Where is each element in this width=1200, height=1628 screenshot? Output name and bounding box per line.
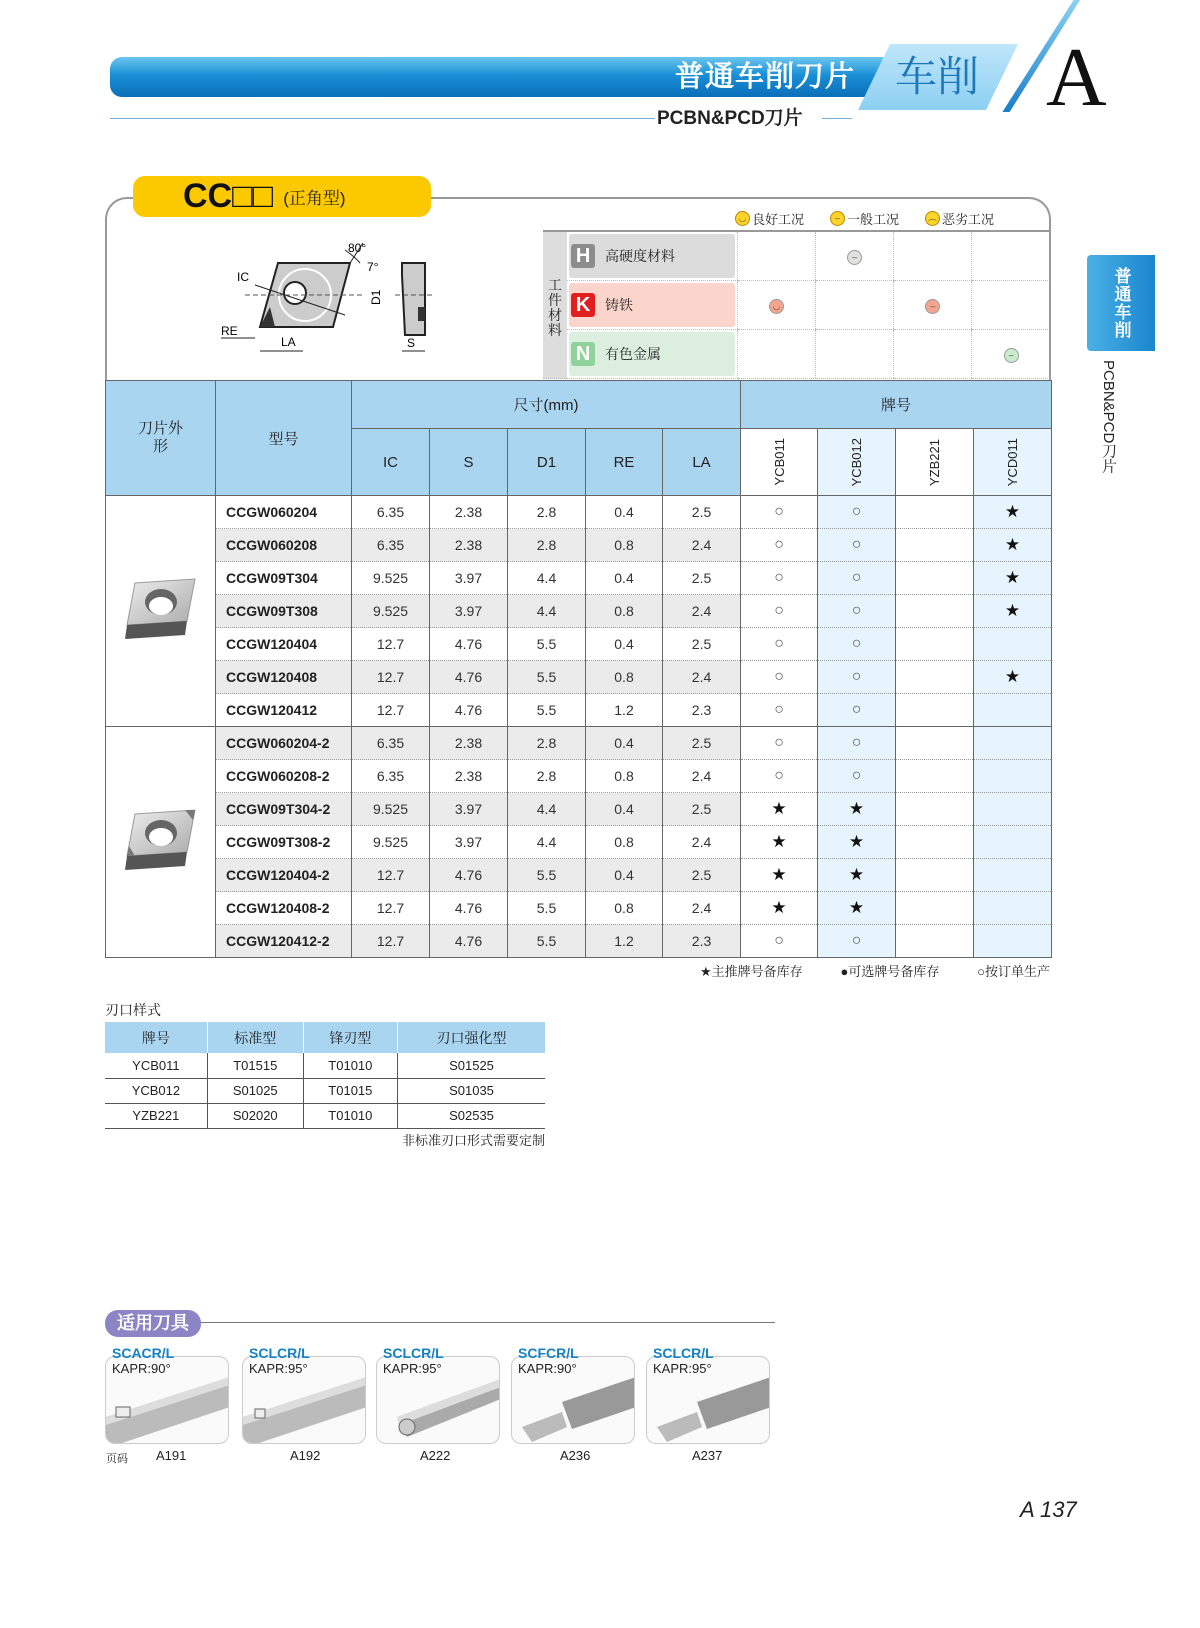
dim-S-cell: 4.76 [430, 694, 508, 727]
header-dim-S: S [430, 429, 508, 496]
header-dim-IC: IC [352, 429, 430, 496]
suitability-cell [737, 330, 815, 379]
model-cell: CCGW060204-2 [216, 727, 352, 760]
grade-YCB012-cell: ○ [818, 529, 896, 562]
dim-RE-cell: 0.8 [586, 826, 663, 859]
grade-YCB011-cell: ○ [741, 595, 818, 628]
dim-IC-cell: 6.35 [352, 529, 430, 562]
dim-IC-cell: 6.35 [352, 760, 430, 793]
dim-S-cell: 2.38 [430, 727, 508, 760]
side-tab-subtitle: PCBN&PCD刀片 [1100, 360, 1117, 474]
suitability-cell [816, 281, 894, 330]
grade-YZB221-cell [896, 628, 974, 661]
header-dimensions: 尺寸(mm) [352, 381, 741, 429]
material-name: 有色金属 [605, 346, 662, 362]
table-row [106, 529, 1052, 562]
header-dim-LA: LA [663, 429, 741, 496]
dim-RE-cell: 0.8 [586, 595, 663, 628]
dim-RE-cell: 0.4 [586, 628, 663, 661]
grade-YCB011-cell: ○ [741, 562, 818, 595]
dim-LA-cell: 2.4 [663, 529, 741, 562]
tool-page-link[interactable]: A222 [420, 1448, 451, 1463]
dim-IC-cell: 6.35 [352, 496, 430, 529]
header-grade-YCB011 [741, 429, 818, 496]
model-cell: CCGW060204 [216, 496, 352, 529]
suitability-cell [972, 330, 1050, 379]
suitability-cell [972, 281, 1050, 330]
edge-style-table [105, 1022, 545, 1129]
dim-RE-cell: 0.8 [586, 760, 663, 793]
grade-YCB011-cell: ★ [741, 826, 818, 859]
dim-S-cell: 4.76 [430, 628, 508, 661]
grade-YZB221-cell [896, 562, 974, 595]
la-label: LA [281, 335, 296, 349]
sad-face-icon: ︵ [925, 211, 940, 226]
tool-page-link[interactable]: A191 [156, 1448, 187, 1463]
dim-S-cell: 4.76 [430, 925, 508, 958]
edge-cell: S02020 [207, 1103, 303, 1128]
dim-LA-cell: 2.5 [663, 628, 741, 661]
grade-YCD011-cell [974, 760, 1052, 793]
suitability-cell [972, 231, 1050, 281]
page-subtitle: PCBN&PCD刀片 [657, 108, 803, 129]
table-row [106, 925, 1052, 958]
table-row [106, 496, 1052, 529]
grade-YCD011-cell [974, 859, 1052, 892]
grade-YCD011-cell: ★ [974, 529, 1052, 562]
grade-YCB011-cell: ○ [741, 694, 818, 727]
grade-YCB011-cell: ○ [741, 496, 818, 529]
grade-YCB011-cell: ○ [741, 925, 818, 958]
table-row [106, 661, 1052, 694]
smile-face-icon: ◡ [769, 299, 784, 314]
grade-YCD011-cell [974, 727, 1052, 760]
dim-S-cell: 2.38 [430, 529, 508, 562]
grade-YCB012-cell: ★ [818, 859, 896, 892]
header-shape: 刀片外形 [106, 381, 216, 496]
re-label: RE [221, 324, 238, 338]
dim-IC-cell: 9.525 [352, 562, 430, 595]
grade-YCD011-cell [974, 826, 1052, 859]
dim-LA-cell: 2.4 [663, 760, 741, 793]
legend-label: 恶劣工况 [942, 212, 995, 227]
dim-IC-cell: 9.525 [352, 595, 430, 628]
angle-label: 80° [348, 241, 367, 255]
material-name: 铸铁 [605, 297, 634, 313]
insert-code: CC□□ [183, 177, 274, 215]
dim-D1-cell: 5.5 [508, 925, 586, 958]
grade-YZB221-cell [896, 694, 974, 727]
model-cell: CCGW09T304-2 [216, 793, 352, 826]
edge-header: 标准型 [207, 1022, 303, 1053]
edge-cell: S01035 [398, 1078, 546, 1103]
grade-label: YZB221 [927, 438, 943, 486]
grade-YCB011-cell: ○ [741, 760, 818, 793]
legend-sad [925, 209, 994, 228]
edge-cell: T01010 [303, 1053, 397, 1078]
section-title: 车削 [895, 53, 980, 100]
edge-header: 刃口强化型 [398, 1022, 546, 1053]
suitability-cell [816, 330, 894, 379]
dim-D1-cell: 2.8 [508, 760, 586, 793]
model-cell: CCGW09T308-2 [216, 826, 352, 859]
grade-YCB012-cell: ○ [818, 628, 896, 661]
material-label-cell [567, 281, 737, 330]
neutral-face-icon: – [1004, 348, 1019, 363]
dim-S-cell: 2.38 [430, 496, 508, 529]
grade-YCD011-cell: ★ [974, 562, 1052, 595]
legend-label: 良好工况 [752, 212, 805, 227]
table-row [106, 760, 1052, 793]
s-label: S [407, 336, 416, 350]
material-H-icon: H [571, 244, 595, 268]
header-grade-YCB012 [818, 429, 896, 496]
dim-LA-cell: 2.5 [663, 793, 741, 826]
grade-YCB012-cell: ○ [818, 760, 896, 793]
grade-YCB012-cell: ○ [818, 694, 896, 727]
grade-YCD011-cell [974, 628, 1052, 661]
legend-circle: ○按订单生产 [977, 964, 1050, 979]
grade-YCD011-cell [974, 925, 1052, 958]
suitability-cell [894, 231, 972, 281]
smile-face-icon: ◡ [735, 211, 750, 226]
material-row-K [543, 281, 1050, 330]
dim-S-cell: 4.76 [430, 859, 508, 892]
insert-type-badge [133, 176, 431, 217]
grade-YCB012-cell: ○ [818, 496, 896, 529]
grade-YCD011-cell [974, 793, 1052, 826]
edge-cell: T01010 [303, 1103, 397, 1128]
header-dim-D1: D1 [508, 429, 586, 496]
table-row [106, 694, 1052, 727]
grade-YZB221-cell [896, 859, 974, 892]
suitability-cell [737, 231, 815, 281]
tool-kapr: KAPR:95° [249, 1361, 308, 1376]
neutral-face-icon: – [925, 299, 940, 314]
grade-YZB221-cell [896, 595, 974, 628]
insert-dimension-diagram [215, 235, 440, 360]
edge-cell: S02535 [398, 1103, 546, 1128]
grade-YCB012-cell: ★ [818, 793, 896, 826]
table-row [106, 595, 1052, 628]
chapter-letter: A [1046, 31, 1107, 124]
dim-RE-cell: 0.4 [586, 496, 663, 529]
tool-page-link[interactable]: A237 [692, 1448, 723, 1463]
dim-S-cell: 3.97 [430, 562, 508, 595]
page-number: A 137 [1020, 1497, 1077, 1522]
edge-cell: S01525 [398, 1053, 546, 1078]
edge-header: 锋刃型 [303, 1022, 397, 1053]
header-grade-YCD011 [974, 429, 1052, 496]
legend-dot: ●可选牌号备库存 [840, 964, 940, 979]
tool-page-link[interactable]: A236 [560, 1448, 591, 1463]
dim-D1-cell: 5.5 [508, 892, 586, 925]
table-row [106, 859, 1052, 892]
grade-YZB221-cell [896, 760, 974, 793]
dim-RE-cell: 1.2 [586, 694, 663, 727]
dim-LA-cell: 2.5 [663, 496, 741, 529]
dim-LA-cell: 2.5 [663, 859, 741, 892]
grade-YZB221-cell [896, 925, 974, 958]
header-divider [110, 118, 655, 119]
edge-cell: S01025 [207, 1078, 303, 1103]
suitability-cell [894, 330, 972, 379]
model-cell: CCGW09T308 [216, 595, 352, 628]
grade-YCB012-cell: ★ [818, 826, 896, 859]
grade-YZB221-cell [896, 826, 974, 859]
dim-S-cell: 3.97 [430, 595, 508, 628]
grade-YCB012-cell: ★ [818, 892, 896, 925]
dim-LA-cell: 2.3 [663, 925, 741, 958]
dim-IC-cell: 12.7 [352, 694, 430, 727]
legend-neutral [830, 209, 899, 228]
model-cell: CCGW060208 [216, 529, 352, 562]
table-row [106, 628, 1052, 661]
material-name: 高硬度材料 [605, 248, 676, 264]
edge-style-title: 刃口样式 [105, 1002, 161, 1018]
tool-name: SCLCR/L [653, 1345, 714, 1361]
dim-D1-cell: 5.5 [508, 859, 586, 892]
dim-IC-cell: 12.7 [352, 859, 430, 892]
workpiece-material-table [543, 230, 1050, 379]
dim-RE-cell: 0.8 [586, 892, 663, 925]
grade-YCB011-cell: ★ [741, 892, 818, 925]
neutral-face-icon: – [847, 250, 862, 265]
dim-LA-cell: 2.4 [663, 661, 741, 694]
dim-IC-cell: 12.7 [352, 628, 430, 661]
grade-YZB221-cell [896, 661, 974, 694]
model-cell: CCGW120412 [216, 694, 352, 727]
insert-photo [121, 806, 201, 876]
dim-S-cell: 3.97 [430, 793, 508, 826]
edge-note: 非标准刃口形式需要定制 [401, 1133, 545, 1148]
dim-S-cell: 3.97 [430, 826, 508, 859]
dim-LA-cell: 2.3 [663, 694, 741, 727]
dim-LA-cell: 2.5 [663, 727, 741, 760]
dim-LA-cell: 2.4 [663, 892, 741, 925]
table-row [106, 892, 1052, 925]
model-cell: CCGW120408-2 [216, 892, 352, 925]
header-dim-RE: RE [586, 429, 663, 496]
dim-D1-cell: 2.8 [508, 529, 586, 562]
model-cell: CCGW060208-2 [216, 760, 352, 793]
tool-kapr: KAPR:90° [518, 1361, 577, 1376]
material-K-icon: K [571, 293, 595, 317]
insert-type: (正角型) [283, 189, 346, 208]
insert-two-tips-image [106, 727, 216, 958]
grade-label: YCB011 [771, 438, 787, 486]
material-box [569, 283, 735, 327]
material-box [569, 332, 735, 376]
grade-YCB012-cell: ○ [818, 661, 896, 694]
grade-label: YCD011 [1005, 437, 1021, 487]
condition-legend [735, 209, 994, 228]
neutral-face-icon: – [830, 211, 845, 226]
material-label-cell [567, 330, 737, 379]
side-tab-chapter[interactable]: 普通车削 [1087, 255, 1155, 351]
dim-D1-cell: 4.4 [508, 595, 586, 628]
dim-RE-cell: 0.8 [586, 529, 663, 562]
insert-spec-table [105, 380, 1052, 958]
dim-IC-cell: 9.525 [352, 826, 430, 859]
table-row [106, 826, 1052, 859]
table-row [106, 727, 1052, 760]
dim-RE-cell: 1.2 [586, 925, 663, 958]
availability-legend [700, 961, 1050, 980]
dim-IC-cell: 12.7 [352, 892, 430, 925]
dim-D1-cell: 5.5 [508, 628, 586, 661]
material-N-icon: N [571, 342, 595, 366]
material-box [569, 234, 735, 278]
grade-label: YCB012 [849, 437, 865, 487]
model-cell: CCGW120404 [216, 628, 352, 661]
table-row [106, 562, 1052, 595]
legend-smile [735, 209, 804, 228]
dim-D1-cell: 4.4 [508, 562, 586, 595]
insert-photo [121, 575, 201, 645]
material-row-H [543, 231, 1050, 281]
grade-YCB011-cell: ○ [741, 628, 818, 661]
grade-YCD011-cell: ★ [974, 496, 1052, 529]
suitability-cell [894, 281, 972, 330]
grade-YCB011-cell: ★ [741, 793, 818, 826]
edge-header: 牌号 [105, 1022, 207, 1053]
grade-YZB221-cell [896, 496, 974, 529]
tool-name: SCLCR/L [383, 1345, 444, 1361]
header-model: 型号 [216, 381, 352, 496]
edge-row [105, 1053, 545, 1078]
tool-kapr: KAPR:90° [112, 1361, 171, 1376]
suitability-cell [737, 281, 815, 330]
grade-YCD011-cell [974, 892, 1052, 925]
model-cell: CCGW09T304 [216, 562, 352, 595]
insert-plain-image [106, 496, 216, 727]
dim-S-cell: 4.76 [430, 661, 508, 694]
dim-D1-cell: 4.4 [508, 793, 586, 826]
edge-cell: T01515 [207, 1053, 303, 1078]
tool-name: SCLCR/L [249, 1345, 310, 1361]
dim-IC-cell: 12.7 [352, 661, 430, 694]
grade-YCB011-cell: ○ [741, 727, 818, 760]
material-side-label: 工件材料 [543, 231, 567, 379]
dim-LA-cell: 2.4 [663, 826, 741, 859]
tool-kapr: KAPR:95° [653, 1361, 712, 1376]
page-title: 普通车削刀片 [674, 61, 855, 93]
dim-S-cell: 4.76 [430, 892, 508, 925]
dim-RE-cell: 0.4 [586, 562, 663, 595]
dim-IC-cell: 9.525 [352, 793, 430, 826]
dim-RE-cell: 0.4 [586, 859, 663, 892]
edge-cell: YZB221 [105, 1103, 207, 1128]
tools-divider [201, 1322, 775, 1323]
grade-YCD011-cell: ★ [974, 661, 1052, 694]
grade-YCB012-cell: ○ [818, 562, 896, 595]
header-grades: 牌号 [741, 381, 1052, 429]
dim-IC-cell: 6.35 [352, 727, 430, 760]
dim-D1-cell: 2.8 [508, 727, 586, 760]
clearance-label: 7° [367, 260, 379, 274]
model-cell: CCGW120412-2 [216, 925, 352, 958]
dim-IC-cell: 12.7 [352, 925, 430, 958]
tool-kapr: KAPR:95° [383, 1361, 442, 1376]
applicable-tools-title: 适用刀具 [105, 1310, 201, 1337]
edge-cell: YCB012 [105, 1078, 207, 1103]
grade-YCD011-cell: ★ [974, 595, 1052, 628]
grade-YZB221-cell [896, 892, 974, 925]
grade-YCB012-cell: ○ [818, 595, 896, 628]
legend-star: ★主推牌号备库存 [700, 964, 803, 979]
tool-name: SCFCR/L [518, 1345, 579, 1361]
tool-name: SCACR/L [112, 1345, 175, 1361]
material-row-N [543, 330, 1050, 379]
edge-cell: T01015 [303, 1078, 397, 1103]
grade-YZB221-cell [896, 727, 974, 760]
dim-D1-cell: 5.5 [508, 661, 586, 694]
header-grade-YZB221 [896, 429, 974, 496]
grade-YCB011-cell: ○ [741, 529, 818, 562]
grade-YCB011-cell: ○ [741, 661, 818, 694]
dim-LA-cell: 2.5 [663, 562, 741, 595]
table-row [106, 793, 1052, 826]
ic-label: IC [237, 270, 249, 284]
dim-D1-cell: 4.4 [508, 826, 586, 859]
grade-YZB221-cell [896, 529, 974, 562]
dim-RE-cell: 0.4 [586, 727, 663, 760]
model-cell: CCGW120408 [216, 661, 352, 694]
dim-S-cell: 2.38 [430, 760, 508, 793]
dim-RE-cell: 0.8 [586, 661, 663, 694]
dim-RE-cell: 0.4 [586, 793, 663, 826]
grade-YCB012-cell: ○ [818, 925, 896, 958]
model-cell: CCGW120404-2 [216, 859, 352, 892]
material-label-cell [567, 231, 737, 281]
d1-label: D1 [369, 289, 383, 305]
grade-YCB011-cell: ★ [741, 859, 818, 892]
edge-row [105, 1103, 545, 1128]
edge-row [105, 1078, 545, 1103]
dim-LA-cell: 2.4 [663, 595, 741, 628]
grade-YCB012-cell: ○ [818, 727, 896, 760]
page-code-label: 页码 [106, 1453, 128, 1465]
dim-D1-cell: 2.8 [508, 496, 586, 529]
legend-label: 一般工况 [847, 212, 900, 227]
grade-YZB221-cell [896, 793, 974, 826]
tool-page-link[interactable]: A192 [290, 1448, 321, 1463]
suitability-cell [816, 231, 894, 281]
subtitle-divider [822, 118, 852, 119]
grade-YCD011-cell [974, 694, 1052, 727]
edge-cell: YCB011 [105, 1053, 207, 1078]
dim-D1-cell: 5.5 [508, 694, 586, 727]
